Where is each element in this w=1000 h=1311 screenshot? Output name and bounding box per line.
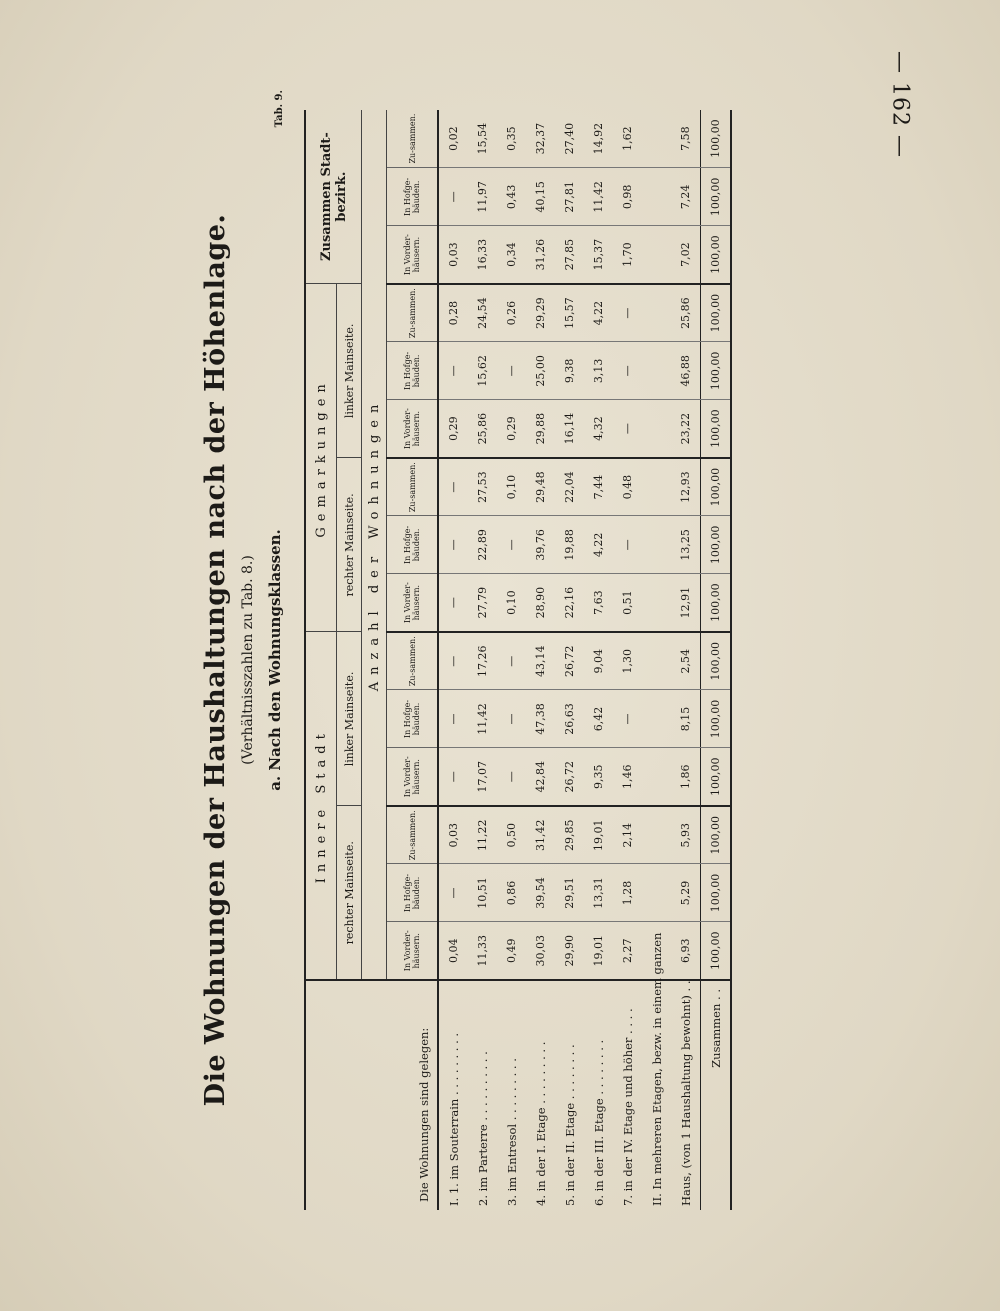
table-cell: 1,86 — [671, 748, 701, 806]
table-cell: 31,42 — [526, 806, 555, 864]
table-cell — [642, 574, 671, 632]
col-header-hof: In Hofge-bäuden. — [387, 342, 439, 400]
table-cell: 25,86 — [468, 400, 497, 458]
table-cell: 0,48 — [613, 458, 642, 516]
table-cell: — — [438, 690, 468, 748]
table-row — [468, 110, 497, 1210]
table-cell: 0,51 — [613, 574, 642, 632]
table-row — [701, 110, 732, 1210]
anzahl-header: Anzahl der Wohnungen — [362, 110, 387, 980]
table-cell — [642, 168, 671, 226]
table-cell: 24,54 — [468, 284, 497, 342]
table-cell: 27,53 — [468, 458, 497, 516]
table-cell: 13,25 — [671, 516, 701, 574]
table-cell: 0,26 — [497, 284, 526, 342]
col-header-hof: In Hofge-bäuden. — [387, 690, 439, 748]
table-cell: 1,70 — [613, 226, 642, 284]
table-cell: 39,76 — [526, 516, 555, 574]
table-cell: — — [438, 458, 468, 516]
table-cell: 0,86 — [497, 864, 526, 922]
table-cell: 15,54 — [468, 110, 497, 168]
table-cell: 1,62 — [613, 110, 642, 168]
table-cell: 25,00 — [526, 342, 555, 400]
table-cell: 29,90 — [555, 922, 584, 980]
table-cell: 14,92 — [584, 110, 613, 168]
table-cell: 100,00 — [701, 690, 732, 748]
table-cell: 2,27 — [613, 922, 642, 980]
table-cell: 7,58 — [671, 110, 701, 168]
table-cell: 3,13 — [584, 342, 613, 400]
table-row — [671, 110, 701, 1210]
table-cell: 19,01 — [584, 806, 613, 864]
table-cell: 0,04 — [438, 922, 468, 980]
table-cell: 47,38 — [526, 690, 555, 748]
table-cell: 11,97 — [468, 168, 497, 226]
table-cell: 29,51 — [555, 864, 584, 922]
table-cell: 27,81 — [555, 168, 584, 226]
col-header-vorder: In Vorder-häusern. — [387, 922, 439, 980]
table-cell: 29,29 — [526, 284, 555, 342]
table-cell: 100,00 — [701, 226, 732, 284]
table-cell: 4,22 — [584, 284, 613, 342]
table-cell: 13,31 — [584, 864, 613, 922]
gem-links: linker Mainseite. — [337, 284, 362, 458]
table-cell: 5,29 — [671, 864, 701, 922]
table-cell: 0,43 — [497, 168, 526, 226]
data-table — [304, 110, 732, 1210]
table-cell: 4,32 — [584, 400, 613, 458]
table-cell: — — [497, 516, 526, 574]
col-header-vorder: In Vorder-häusern. — [387, 226, 439, 284]
table-cell: 0,50 — [497, 806, 526, 864]
table-cell: 46,88 — [671, 342, 701, 400]
col-header-zus: Zu-sammen. — [387, 806, 439, 864]
table-cell — [642, 690, 671, 748]
table-cell — [642, 458, 671, 516]
table-cell: 9,38 — [555, 342, 584, 400]
page-number: — 162 — — [887, 51, 913, 158]
table-cell: 100,00 — [701, 400, 732, 458]
col-header-hof: In Hofge-bäuden. — [387, 516, 439, 574]
table-cell: — — [613, 690, 642, 748]
table-cell: 11,42 — [468, 690, 497, 748]
table-cell: — — [613, 516, 642, 574]
table-cell: 28,90 — [526, 574, 555, 632]
row-label: 7. in der IV. Etage und höher . . . . — [620, 1008, 635, 1206]
table-cell: 2,54 — [671, 632, 701, 690]
table-row — [526, 110, 555, 1210]
row-label: II. In mehreren Etagen, bezw. in einem ganzen — [649, 932, 664, 1206]
gem-rechts: rechter Mainseite. — [337, 458, 362, 632]
table-cell: 19,88 — [555, 516, 584, 574]
table-cell: 2,14 — [613, 806, 642, 864]
table-cell: 15,57 — [555, 284, 584, 342]
table-cell: 6,42 — [584, 690, 613, 748]
rotated-table-area — [200, 90, 840, 1210]
table-cell: 1,28 — [613, 864, 642, 922]
table-cell: 22,04 — [555, 458, 584, 516]
table-cell: 100,00 — [701, 632, 732, 690]
table-cell: 100,00 — [701, 516, 732, 574]
table-cell: 1,30 — [613, 632, 642, 690]
table-cell — [642, 342, 671, 400]
table-cell — [642, 632, 671, 690]
table-cell — [642, 110, 671, 168]
table-cell: — — [613, 342, 642, 400]
table-row — [642, 110, 671, 1210]
table-cell: 5,93 — [671, 806, 701, 864]
group-total: Zusammen Stadt-bezirk. — [305, 110, 362, 284]
table-cell: — — [438, 632, 468, 690]
col-header-zus: Zu-sammen. — [387, 110, 439, 168]
table-cell: 15,37 — [584, 226, 613, 284]
table-cell: 29,88 — [526, 400, 555, 458]
table-cell: — — [438, 864, 468, 922]
table-cell — [642, 748, 671, 806]
table-cell: 0,35 — [497, 110, 526, 168]
table-cell: — — [438, 516, 468, 574]
table-cell: 0,10 — [497, 574, 526, 632]
table-cell: 23,22 — [671, 400, 701, 458]
row-label: Zusammen . . — [701, 980, 732, 1210]
row-label: I. 1. im Souterrain . . . . . . . . . — [446, 1032, 461, 1206]
table-cell: 0,03 — [438, 806, 468, 864]
row-label: 4. in der I. Etage . . . . . . . . . — [533, 1041, 548, 1206]
table-cell: — — [497, 632, 526, 690]
table-cell: — — [497, 342, 526, 400]
table-cell: 15,62 — [468, 342, 497, 400]
table-cell: 100,00 — [701, 574, 732, 632]
table-cell — [642, 864, 671, 922]
table-cell: — — [613, 284, 642, 342]
table-cell: 11,33 — [468, 922, 497, 980]
table-cell: 40,15 — [526, 168, 555, 226]
table-cell: 31,26 — [526, 226, 555, 284]
table-cell: 26,72 — [555, 632, 584, 690]
table-row — [438, 110, 468, 1210]
table-cell: 0,29 — [497, 400, 526, 458]
table-cell — [642, 284, 671, 342]
table-label: Tab. 9. — [274, 90, 285, 128]
table-cell: 16,14 — [555, 400, 584, 458]
col-header-vorder: In Vorder-häusern. — [387, 574, 439, 632]
table-cell: 7,63 — [584, 574, 613, 632]
table-cell: 0,29 — [438, 400, 468, 458]
table-cell: 26,63 — [555, 690, 584, 748]
group-inner-stadt: Innere Stadt — [305, 632, 337, 980]
col-header-zus: Zu-sammen. — [387, 632, 439, 690]
table-cell: 19,01 — [584, 922, 613, 980]
col-header-zus: Zu-sammen. — [387, 284, 439, 342]
table-cell: — — [497, 748, 526, 806]
table-cell: 29,48 — [526, 458, 555, 516]
table-cell — [642, 400, 671, 458]
table-cell: 22,16 — [555, 574, 584, 632]
table-cell: 1,46 — [613, 748, 642, 806]
table-cell: 9,04 — [584, 632, 613, 690]
table-cell: — — [497, 690, 526, 748]
table-cell: 7,24 — [671, 168, 701, 226]
subtitle: (Verhältnisszahlen zu Tab. 8.) — [240, 555, 256, 765]
table-cell: 6,93 — [671, 922, 701, 980]
table-cell: 11,22 — [468, 806, 497, 864]
table-cell: 100,00 — [701, 864, 732, 922]
table-cell: 0,34 — [497, 226, 526, 284]
table-cell: 17,07 — [468, 748, 497, 806]
table-cell: 27,85 — [555, 226, 584, 284]
table-cell: 29,85 — [555, 806, 584, 864]
table-cell: 100,00 — [701, 748, 732, 806]
table-cell: 12,93 — [671, 458, 701, 516]
table-row — [497, 110, 526, 1210]
table-cell: 12,91 — [671, 574, 701, 632]
table-cell: — — [438, 574, 468, 632]
row-label: 3. im Entresol . . . . . . . . . — [504, 1058, 519, 1206]
table-cell: 100,00 — [701, 922, 732, 980]
table-cell: 100,00 — [701, 806, 732, 864]
table-cell: 27,79 — [468, 574, 497, 632]
table-cell: — — [438, 342, 468, 400]
row-label: 2. im Parterre . . . . . . . . . . — [475, 1051, 490, 1206]
table-cell: 11,42 — [584, 168, 613, 226]
table-cell — [642, 516, 671, 574]
table-cell: 43,14 — [526, 632, 555, 690]
col-header-hof: In Hofge-bäuden. — [387, 168, 439, 226]
section-heading: a. Nach den Wohnungsklassen. — [266, 529, 284, 791]
table-cell: 39,54 — [526, 864, 555, 922]
inner-rechts: rechter Mainseite. — [337, 806, 362, 980]
table-row — [613, 110, 642, 1210]
table-cell: 8,15 — [671, 690, 701, 748]
table-cell: 17,26 — [468, 632, 497, 690]
table-cell: 42,84 — [526, 748, 555, 806]
row-label: 5. in der II. Etage . . . . . . . . — [562, 1044, 577, 1206]
table-cell: 9,35 — [584, 748, 613, 806]
table-cell: 100,00 — [701, 110, 732, 168]
table-cell: 10,51 — [468, 864, 497, 922]
table-row — [555, 110, 584, 1210]
inner-links: linker Mainseite. — [337, 632, 362, 806]
table-cell: 27,40 — [555, 110, 584, 168]
page-title: Die Wohnungen der Haushaltungen nach der Höhenlage. — [200, 213, 231, 1107]
table-row — [584, 110, 613, 1210]
table-cell: — — [613, 400, 642, 458]
table-cell: 0,10 — [497, 458, 526, 516]
group-gemarkungen: Gemarkungen — [305, 284, 337, 632]
table-cell: 16,33 — [468, 226, 497, 284]
table-cell: 100,00 — [701, 168, 732, 226]
table-cell: — — [438, 168, 468, 226]
table-cell: 100,00 — [701, 284, 732, 342]
table-cell: 7,02 — [671, 226, 701, 284]
table-cell — [642, 226, 671, 284]
row-label: 6. in der III. Etage . . . . . . . . — [591, 1039, 606, 1206]
table-cell: 25,86 — [671, 284, 701, 342]
table-cell: — — [438, 748, 468, 806]
table-cell: 0,02 — [438, 110, 468, 168]
table-cell: 0,49 — [497, 922, 526, 980]
table-cell: 32,37 — [526, 110, 555, 168]
table-cell: 0,03 — [438, 226, 468, 284]
table-cell: 7,44 — [584, 458, 613, 516]
table-cell: 100,00 — [701, 342, 732, 400]
table-cell: 22,89 — [468, 516, 497, 574]
col-header-vorder: In Vorder-häusern. — [387, 748, 439, 806]
col-header-zus: Zu-sammen. — [387, 458, 439, 516]
table-cell: 100,00 — [701, 458, 732, 516]
table-cell: 0,28 — [438, 284, 468, 342]
table-cell: 4,22 — [584, 516, 613, 574]
stub-header: Die Wohnungen sind gelegen: — [305, 980, 438, 1210]
table-cell: 26,72 — [555, 748, 584, 806]
table-cell: 30,03 — [526, 922, 555, 980]
col-header-hof: In Hofge-bäuden. — [387, 864, 439, 922]
table-cell — [642, 806, 671, 864]
row-label: Haus, (von 1 Haushaltung bewohnt) . . — [678, 980, 693, 1206]
table-cell: 0,98 — [613, 168, 642, 226]
col-header-vorder: In Vorder-häusern. — [387, 400, 439, 458]
